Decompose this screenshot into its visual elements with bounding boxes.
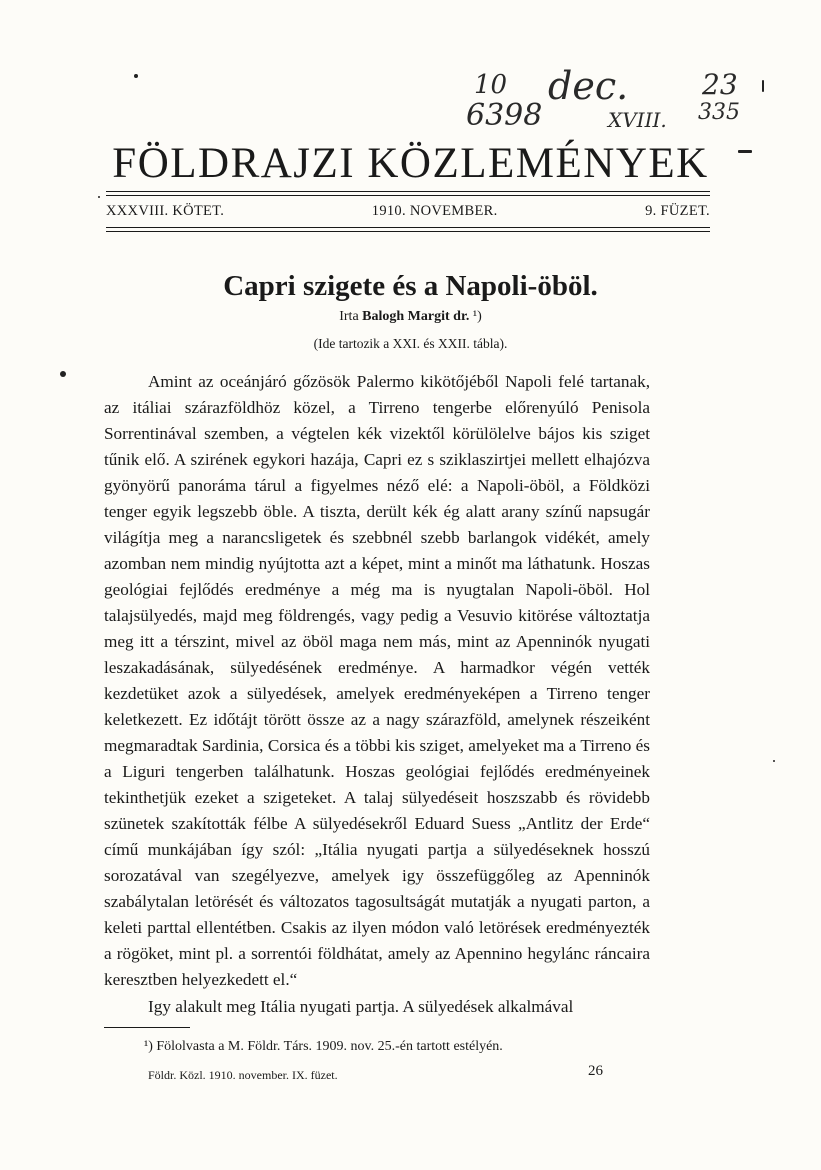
scan-speck	[134, 74, 138, 78]
footer-citation: Földr. Közl. 1910. november. IX. füzet.	[148, 1068, 338, 1082]
header-bottom-rule-double	[106, 231, 710, 232]
issue-date: 1910. NOVEMBER.	[371, 203, 498, 219]
scan-speck	[98, 196, 100, 198]
handwritten-note-dec: dec.	[548, 64, 629, 108]
handwritten-note-10: 10	[474, 70, 508, 100]
scan-speck	[762, 80, 764, 92]
plate-note: (Ide tartozik a XXI. és XXII. tábla).	[313, 336, 508, 351]
author-name: Balogh Margit dr.	[362, 309, 470, 324]
issue-number: 9. FÜZET.	[645, 203, 710, 219]
article-body	[104, 369, 650, 1020]
handwritten-note-335: 335	[698, 100, 740, 125]
paragraph: Amint az oceánjáró gőzösök Palermo kikötőjéből Napoli felé tartanak, az itáliai szárazföldhöz közel, a Tirreno tengerbe előrenyúló Penisola Sorrentinával szemben, a végtelen kék vizektől körülölelve bájos kis sziget tűnik elő. A szirének egykori hazája, Capri ez s sziklaszirtjei mellett elhajózva gyönyörű panoráma tárul a figyelmes néző elé: a Napoli-öböl, a Földközi tenger egyik legszebb öble. A tiszta, derült kék ég alatt arany színű napsugár világítja meg a narancsligetek és szebbnél szebb barlangok vidékét, amely azomban nem mindig nyújtotta azt a képet, mint a minőt ma láthatunk. Hoszas geológiai fejlődés eredménye a még ma is nyugtalan Napoli-öböl. Hol talajsülyedés, majd meg földrengés, vagy pedig a Vesuvio kitörése változtatja meg itt a térszint, mivel az öböl maga nem más, mint az Apenninók nyugati leszakadásának, sülyedésének eredménye. A harmadkor végén vették kezdetüket azok a sülyedések, amelyek eredményeképen a Tirreno tenger keletkezett. Ez időtájt törött össze az a nagy szárazföld, amelynek részeiként megmaradtak Sardinia, Corsica és a többi kis sziget, amelyeket ma a Tirreno és a Liguri tengerben találhatunk. Hoszas geológiai fejlődés eredményeinek tekinthetjük ezeket a szigeteket. A talaj sülyedéseit hoszszabb és rövidebb szünetek szakították félbe A sülyedésekről Eduard Suess „Antlitz der Erde“ című munkájában így szól: „Itália nyugati partja a sülyedéseknek hosszú sorozatával van szegélyezve, amelyek igy összefüggőleg az Apenninók szabálytalan letörését és változatos tagosultságát mutatják a nyugati parton, a keleti parttal ellentétben. Csakis az ilyen módon való letörések eredményezték a rögöket, mint pl. a sorrentói földhátat, amely az Apennino hegylánc ráncaira keresztben helyezkedett el.“	[104, 372, 650, 989]
handwritten-note-volume: XVIII.	[608, 108, 667, 132]
journal-title: FÖLDRAJZI KÖZLEMÉNYEK	[112, 140, 709, 187]
header-bottom-rule	[106, 227, 710, 228]
footnote-rule	[104, 1027, 190, 1028]
volume-label: XXXVIII. KÖTET.	[106, 203, 225, 219]
footnote: ¹) Fölolvasta a M. Földr. Társ. 1909. nov. 25.-én tartott estélyén.	[144, 1039, 503, 1054]
issue-info-row	[106, 203, 710, 223]
scan-speck	[773, 760, 775, 762]
page-number: 26	[588, 1063, 603, 1079]
handwritten-note-23: 23	[702, 68, 738, 101]
scan-speck	[60, 371, 66, 377]
author-prefix: Irta	[339, 309, 359, 324]
header-top-rule	[106, 191, 710, 192]
handwritten-note-6398: 6398	[466, 98, 543, 133]
footnote-marker: ¹)	[472, 309, 482, 324]
paragraph: Igy alakult meg Itália nyugati partja. A sülyedések alkalmával	[148, 997, 574, 1016]
author-line	[0, 309, 821, 325]
article-title: Capri szigete és a Napoli-öböl.	[223, 270, 598, 302]
header-top-rule-double	[106, 195, 710, 196]
